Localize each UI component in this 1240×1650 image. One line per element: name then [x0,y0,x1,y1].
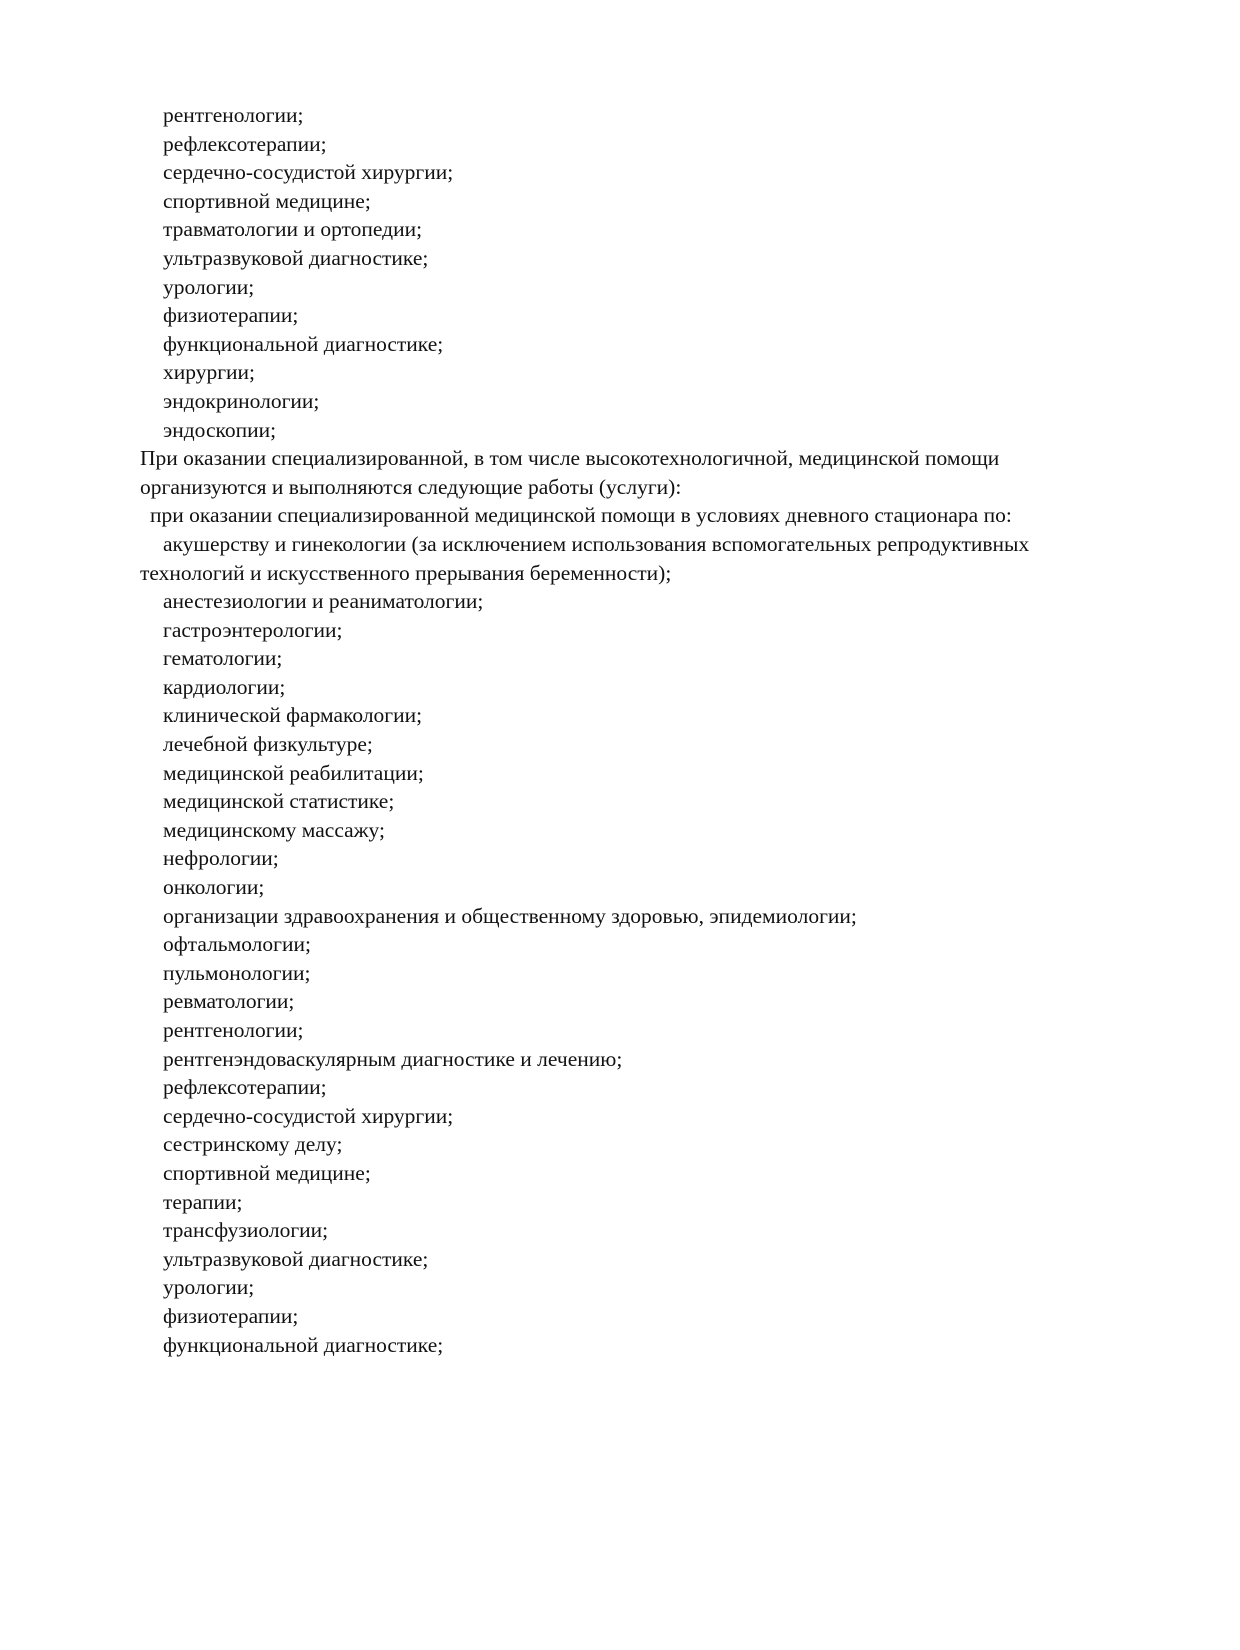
list-item: офтальмологии; [163,932,311,957]
list-item: лечебной физкультуре; [163,732,373,757]
list-item: трансфузиологии; [163,1218,329,1243]
list-item: клинической фармакологии; [163,703,423,728]
list-item: сердечно-сосудистой хирургии; [163,160,454,185]
list-item: рефлексотерапии; [163,131,327,156]
list-item: медицинской статистике; [163,789,395,814]
list-item: медицинскому массажу; [163,817,385,842]
list-item: организации здравоохранения и общественному здоровью, эпидемиологии; [163,903,857,928]
list-item: функциональной диагностике; [163,331,444,356]
list-bottom [0,587,1240,1359]
document-page [0,101,1240,1359]
list-item: спортивной медицине; [163,1160,371,1185]
list-item: травматологии и ортопедии; [163,217,423,242]
list-item: терапии; [163,1189,243,1214]
list-item: эндоскопии; [163,417,277,442]
list-item: кардиологии; [163,674,286,699]
list-item: хирургии; [163,360,256,385]
list-item: рентгенологии; [163,103,304,127]
list-item-continuation: технологий и искусственного прерывания беременности); [140,560,672,585]
list-item: акушерству и гинекологии (за исключением использования вспомогательных репродуктивных [163,531,1030,556]
list-item: урологии; [163,274,255,299]
list-item: урологии; [163,1275,255,1300]
list-item: сестринскому делу; [163,1132,343,1157]
list-item: рефлексотерапии; [163,1075,327,1100]
list-item: функциональной диагностике; [163,1332,444,1357]
list-item: медицинской реабилитации; [163,760,424,785]
paragraph-line: При оказании специализированной, в том числе высокотехнологичной, медицинской помощи [140,446,1000,471]
list-item: онкологии; [163,875,265,900]
list-item: спортивной медицине; [163,188,371,213]
list-item: нефрологии; [163,846,279,871]
subheading: при оказании специализированной медицинской помощи в условиях дневного стационара по: [150,503,1012,528]
list-item: сердечно-сосудистой хирургии; [163,1103,454,1128]
list-item: ультразвуковой диагностике; [163,245,429,270]
list-item: анестезиологии и реаниматологии; [163,589,484,614]
list-item: эндокринологии; [163,388,320,413]
list-item: физиотерапии; [163,1303,299,1328]
list-top [0,101,1240,444]
list-item: рентгенэндоваскулярным диагностике и лечению; [163,1046,623,1071]
list-item: ревматологии; [163,989,295,1014]
list-item: физиотерапии; [163,303,299,328]
list-item-multiline [0,530,1240,587]
list-item: гематологии; [163,646,283,671]
list-item: пульмонологии; [163,960,311,985]
list-item: рентгенологии; [163,1018,304,1042]
list-item: гастроэнтерологии; [163,617,343,642]
section-paragraph [0,444,1240,501]
list-item: ультразвуковой диагностике; [163,1246,429,1271]
paragraph-line: организуются и выполняются следующие работы (услуги): [140,474,682,499]
